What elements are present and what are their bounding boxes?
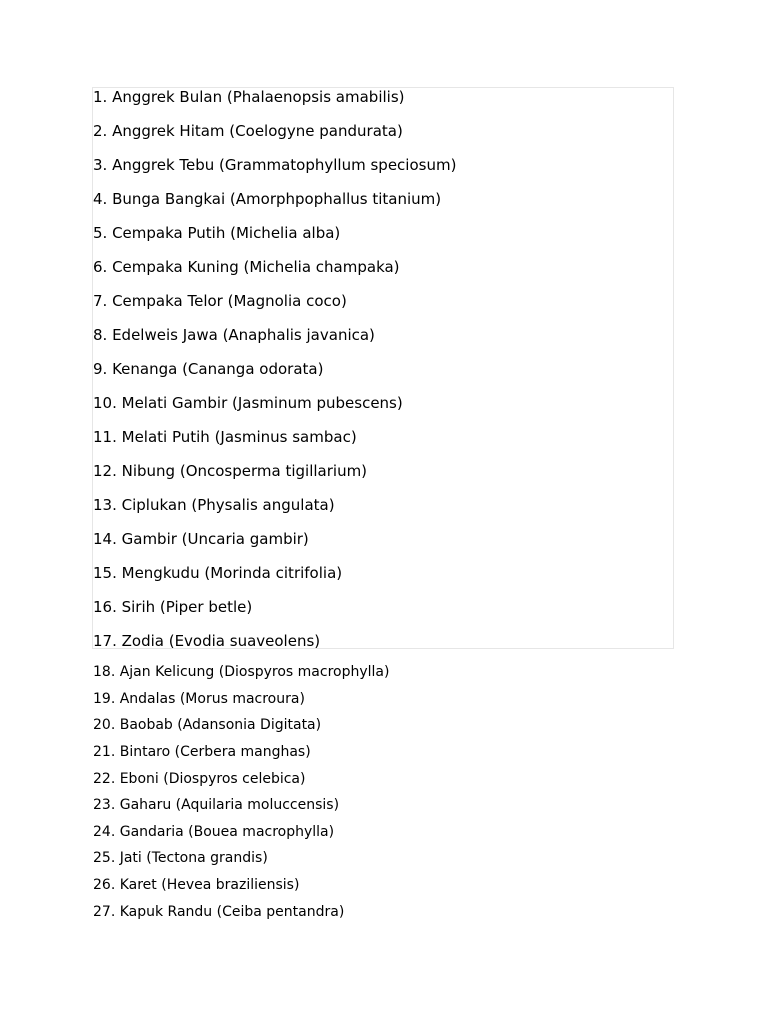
list-item: 21. Bintaro (Cerbera manghas) bbox=[93, 744, 311, 760]
list-item: 12. Nibung (Oncosperma tigillarium) bbox=[93, 462, 368, 480]
list-item: 26. Karet (Hevea braziliensis) bbox=[93, 877, 300, 893]
list-item: 8. Edelweis Jawa (Anaphalis javanica) bbox=[93, 326, 375, 344]
list-item: 23. Gaharu (Aquilaria moluccensis) bbox=[93, 797, 340, 813]
list-item: 22. Eboni (Diospyros celebica) bbox=[93, 771, 306, 787]
list-item: 4. Bunga Bangkai (Amorphpophallus titanium) bbox=[93, 190, 442, 208]
list-item: 18. Ajan Kelicung (Diospyros macrophylla) bbox=[93, 664, 390, 680]
list-item: 19. Andalas (Morus macroura) bbox=[93, 691, 305, 707]
list-item: 24. Gandaria (Bouea macrophylla) bbox=[93, 824, 335, 840]
list-item: 16. Sirih (Piper betle) bbox=[93, 598, 253, 616]
boxed-plant-list bbox=[92, 87, 674, 649]
list-item: 9. Kenanga (Cananga odorata) bbox=[93, 360, 324, 378]
list-item: 25. Jati (Tectona grandis) bbox=[93, 850, 268, 866]
list-item: 15. Mengkudu (Morinda citrifolia) bbox=[93, 564, 343, 582]
list-item: 27. Kapuk Randu (Ceiba pentandra) bbox=[93, 904, 345, 920]
list-item: 11. Melati Putih (Jasminus sambac) bbox=[93, 428, 357, 446]
list-item: 20. Baobab (Adansonia Digitata) bbox=[93, 717, 322, 733]
list-item: 17. Zodia (Evodia suaveolens) bbox=[93, 632, 321, 650]
list-item: 10. Melati Gambir (Jasminum pubescens) bbox=[93, 394, 403, 412]
list-item: 1. Anggrek Bulan (Phalaenopsis amabilis) bbox=[93, 88, 405, 106]
list-item: 13. Ciplukan (Physalis angulata) bbox=[93, 496, 335, 514]
list-item: 6. Cempaka Kuning (Michelia champaka) bbox=[93, 258, 400, 276]
list-item: 3. Anggrek Tebu (Grammatophyllum speciosum) bbox=[93, 156, 457, 174]
list-item: 14. Gambir (Uncaria gambir) bbox=[93, 530, 309, 548]
list-item: 2. Anggrek Hitam (Coelogyne pandurata) bbox=[93, 122, 403, 140]
list-item: 7. Cempaka Telor (Magnolia coco) bbox=[93, 292, 347, 310]
list-item: 5. Cempaka Putih (Michelia alba) bbox=[93, 224, 341, 242]
